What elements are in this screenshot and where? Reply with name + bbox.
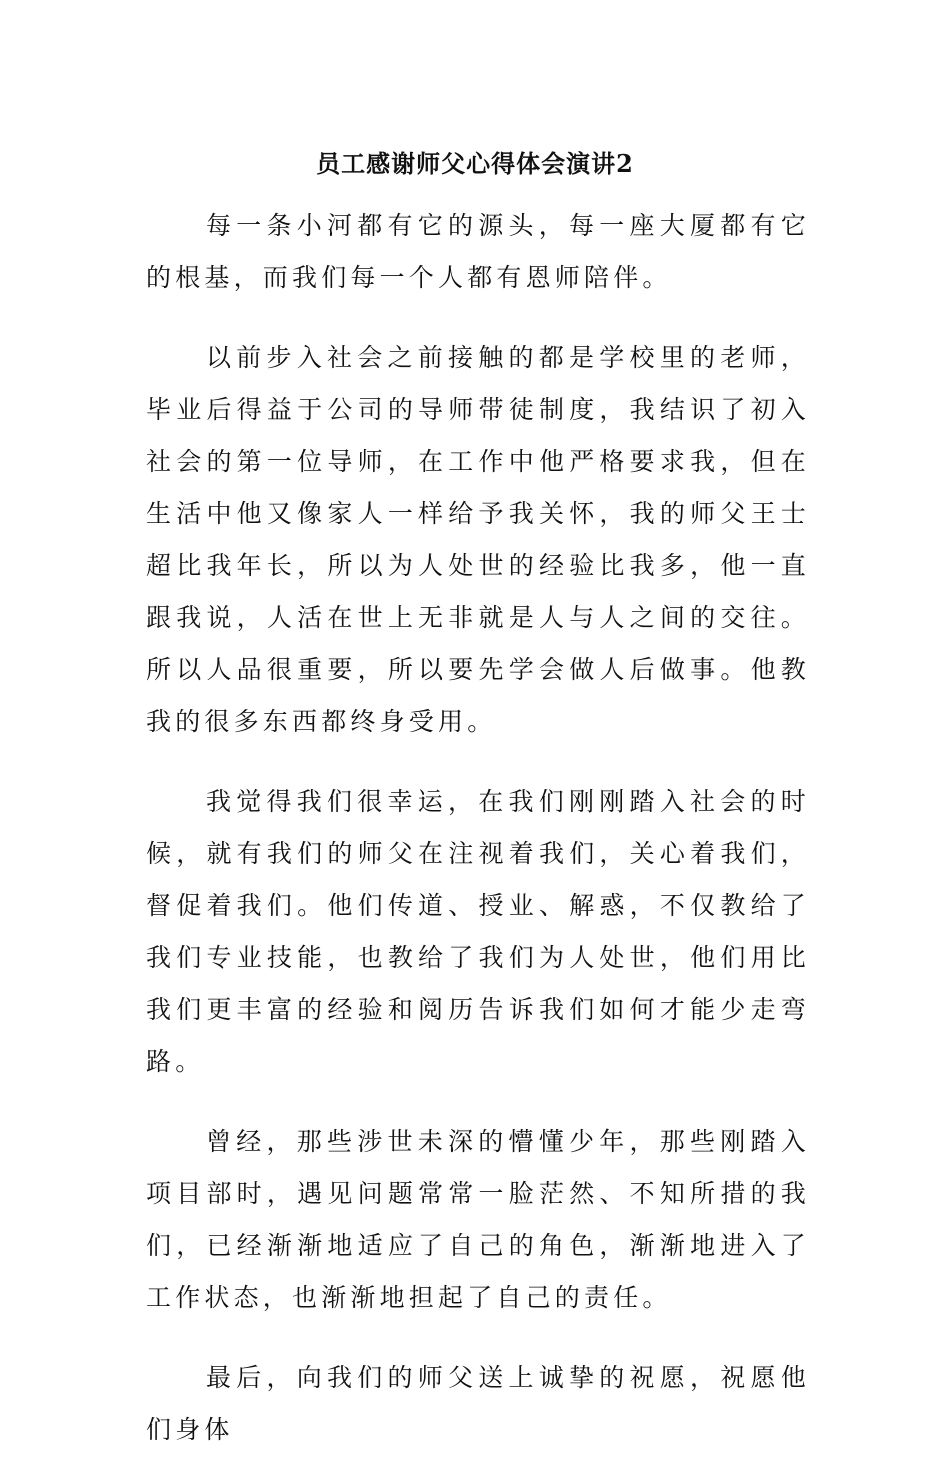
paragraph-2: 以前步入社会之前接触的都是学校里的老师，毕业后得益于公司的导师带徒制度，我结识了初入社会的第一位导师，在工作中他严格要求我，但在生活中他又像家人一样给予我关怀，我的师父王士超比我年长，所以为人处世的经验比我多，他一直跟我说，人活在世上无非就是人与人之间的交往。所以人品很重要，所以要先学会做人后做事。他教我的很多东西都终身受用。 bbox=[146, 343, 810, 736]
document-title: 员工感谢师父心得体会演讲2 bbox=[316, 149, 634, 178]
document-body bbox=[146, 200, 810, 1484]
paragraph-4: 曾经，那些涉世未深的懵懂少年，那些刚踏入项目部时，遇见问题常常一脸茫然、不知所措的我们，已经渐渐地适应了自己的角色，渐渐地进入了工作状态，也渐渐地担起了自己的责任。 bbox=[146, 1127, 810, 1312]
paragraph-1: 每一条小河都有它的源头，每一座大厦都有它的根基，而我们每一个人都有恩师陪伴。 bbox=[146, 211, 810, 292]
paragraph-3: 我觉得我们很幸运，在我们刚刚踏入社会的时候，就有我们的师父在注视着我们，关心着我们，督促着我们。他们传道、授业、解惑，不仅教给了我们专业技能，也教给了我们为人处世，他们用比我们更丰富的经验和阅历告诉我们如何才能少走弯路。 bbox=[146, 787, 810, 1076]
paragraph-5: 最后，向我们的师父送上诚挚的祝愿，祝愿他们身体 bbox=[146, 1363, 810, 1444]
